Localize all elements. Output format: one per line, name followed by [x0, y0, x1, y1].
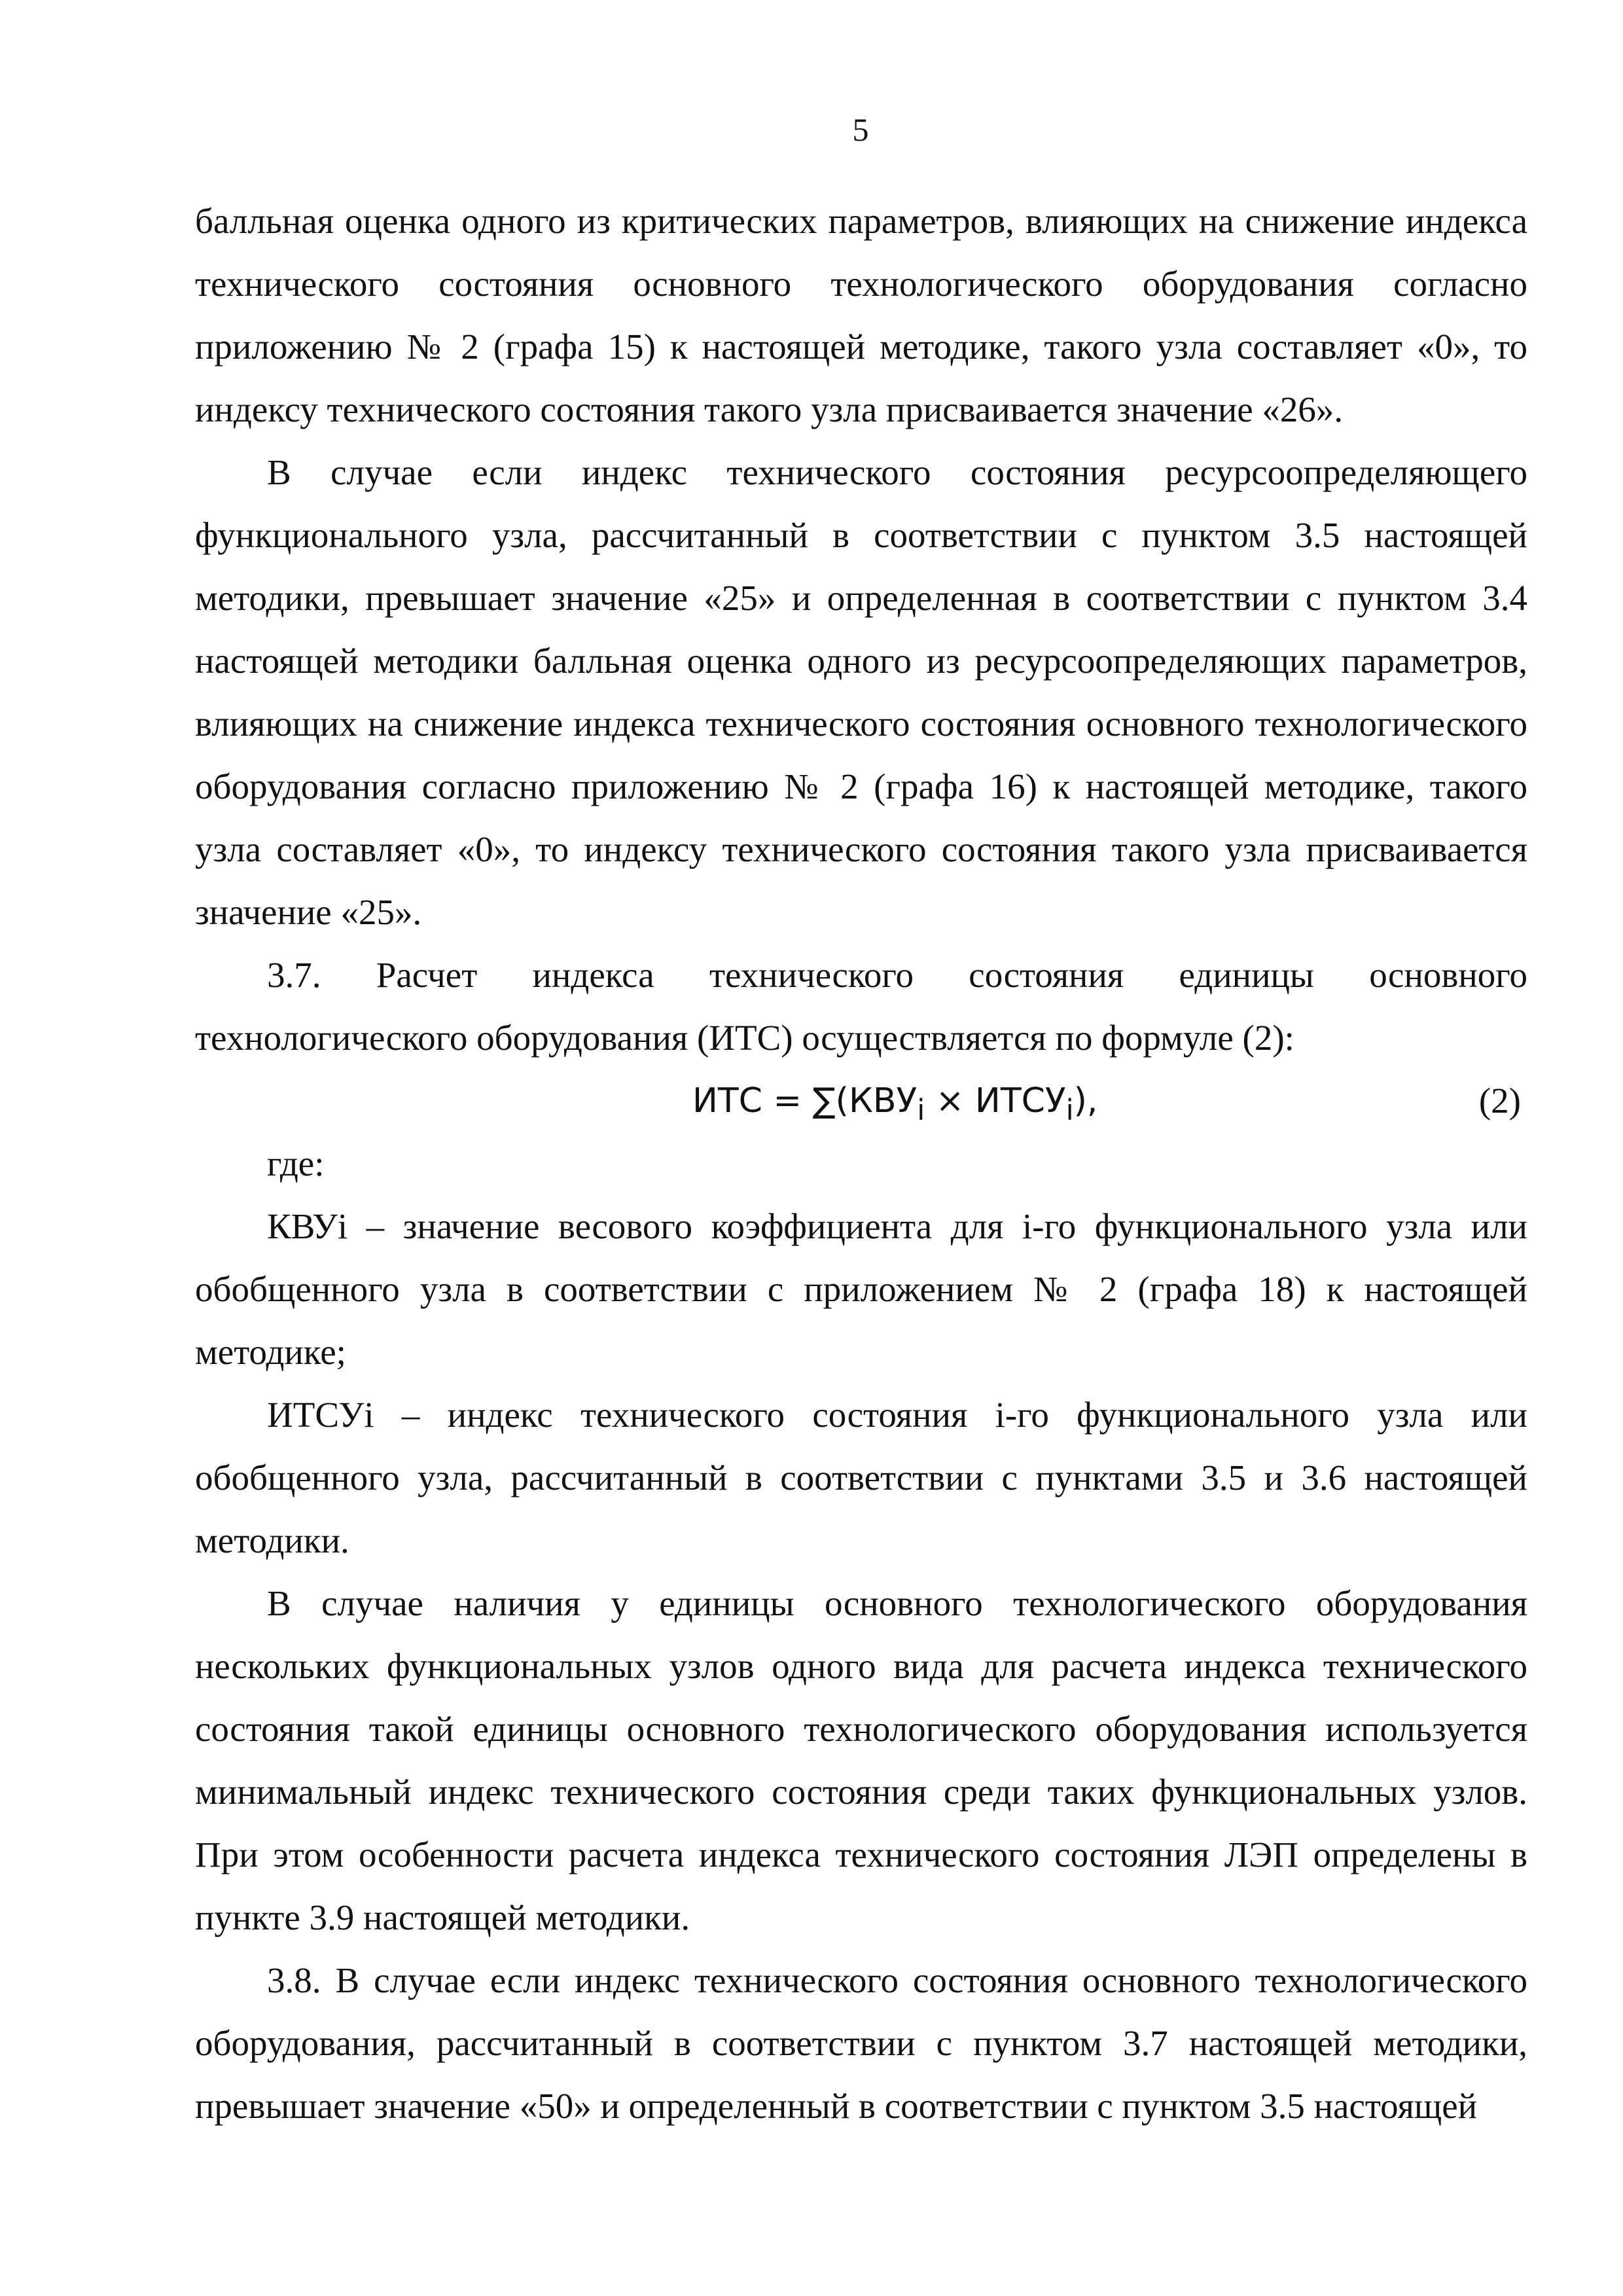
paragraph-section-3-7: 3.7. Расчет индекса технического состояния единицы основного технологического оборудования (ИТС) осуществляется по формуле (2): — [195, 955, 1527, 1058]
definition-kvu: КВУi – значение весового коэффициента для i-го функционального узла или обобщенного узла в соответствии с приложением № 2 (графа 18) к настоящей методике; — [195, 1206, 1527, 1372]
definition-itsu: ИТСУi – индекс технического состояния i-го функционального узла или обобщенного узла, рассчитанный в соответствии с пунктами 3.5 и 3.6 настоящей методики. — [195, 1395, 1527, 1560]
formula-subscript-i: i — [1065, 1094, 1074, 1127]
formula-2 — [692, 1069, 1097, 1141]
paragraph: В случае если индекс технического состояния ресурсоопределяющего функционального узла, рассчитанный в соответствии с пунктом 3.5 настоящей методики, превышает значение «25» и определенная в соответствии с пунктом 3.4 настоящей методики балльная оценка одного из ресурсоопределяющих параметров, влияющих на снижение индекса технического состояния основного технологического оборудования согласно приложению № 2 (графа 16) к настоящей методике, такого узла составляет «0», то индексу технического состояния такого узла присваивается значение «25». — [195, 452, 1527, 932]
formula-lhs: ИТС — [692, 1081, 762, 1121]
document-body — [195, 190, 1527, 2138]
formula-row — [195, 1069, 1527, 1132]
paragraph-section-3-8: 3.8. В случае если индекс технического состояния основного технологического оборудования, рассчитанный в соответствии с пунктом 3.7 настоящей методики, превышает значение «50» и определенный в соответствии с пунктом 3.5 настоящей — [195, 1960, 1527, 2126]
formula-close: ), — [1073, 1081, 1098, 1121]
page-number: 5 — [852, 111, 869, 148]
formula-sum: ∑( — [812, 1081, 849, 1121]
where-label: где: — [267, 1143, 325, 1183]
formula-subscript-i: i — [917, 1094, 925, 1127]
formula-equals: = — [762, 1081, 813, 1121]
formula-number: (2) — [1478, 1081, 1521, 1121]
formula-times: × — [925, 1081, 975, 1121]
formula-term-weight: КВУ — [848, 1081, 918, 1121]
paragraph: В случае наличия у единицы основного технологического оборудования нескольких функциональных узлов одного вида для расчета индекса технического состояния такой единицы основного технологического оборудования используется минимальный индекс технического состояния среди таких функциональных узлов. При этом особенности расчета индекса технического состояния ЛЭП определены в пункте 3.9 настоящей методики. — [195, 1583, 1527, 1937]
paragraph-continuation: балльная оценка одного из критических параметров, влияющих на снижение индекса технического состояния основного технологического оборудования согласно приложению № 2 (графа 15) к настоящей методике, такого узла составляет «0», то индексу технического состояния такого узла присваивается значение «26». — [195, 201, 1527, 429]
formula-term-index: ИТСУ — [974, 1081, 1066, 1121]
